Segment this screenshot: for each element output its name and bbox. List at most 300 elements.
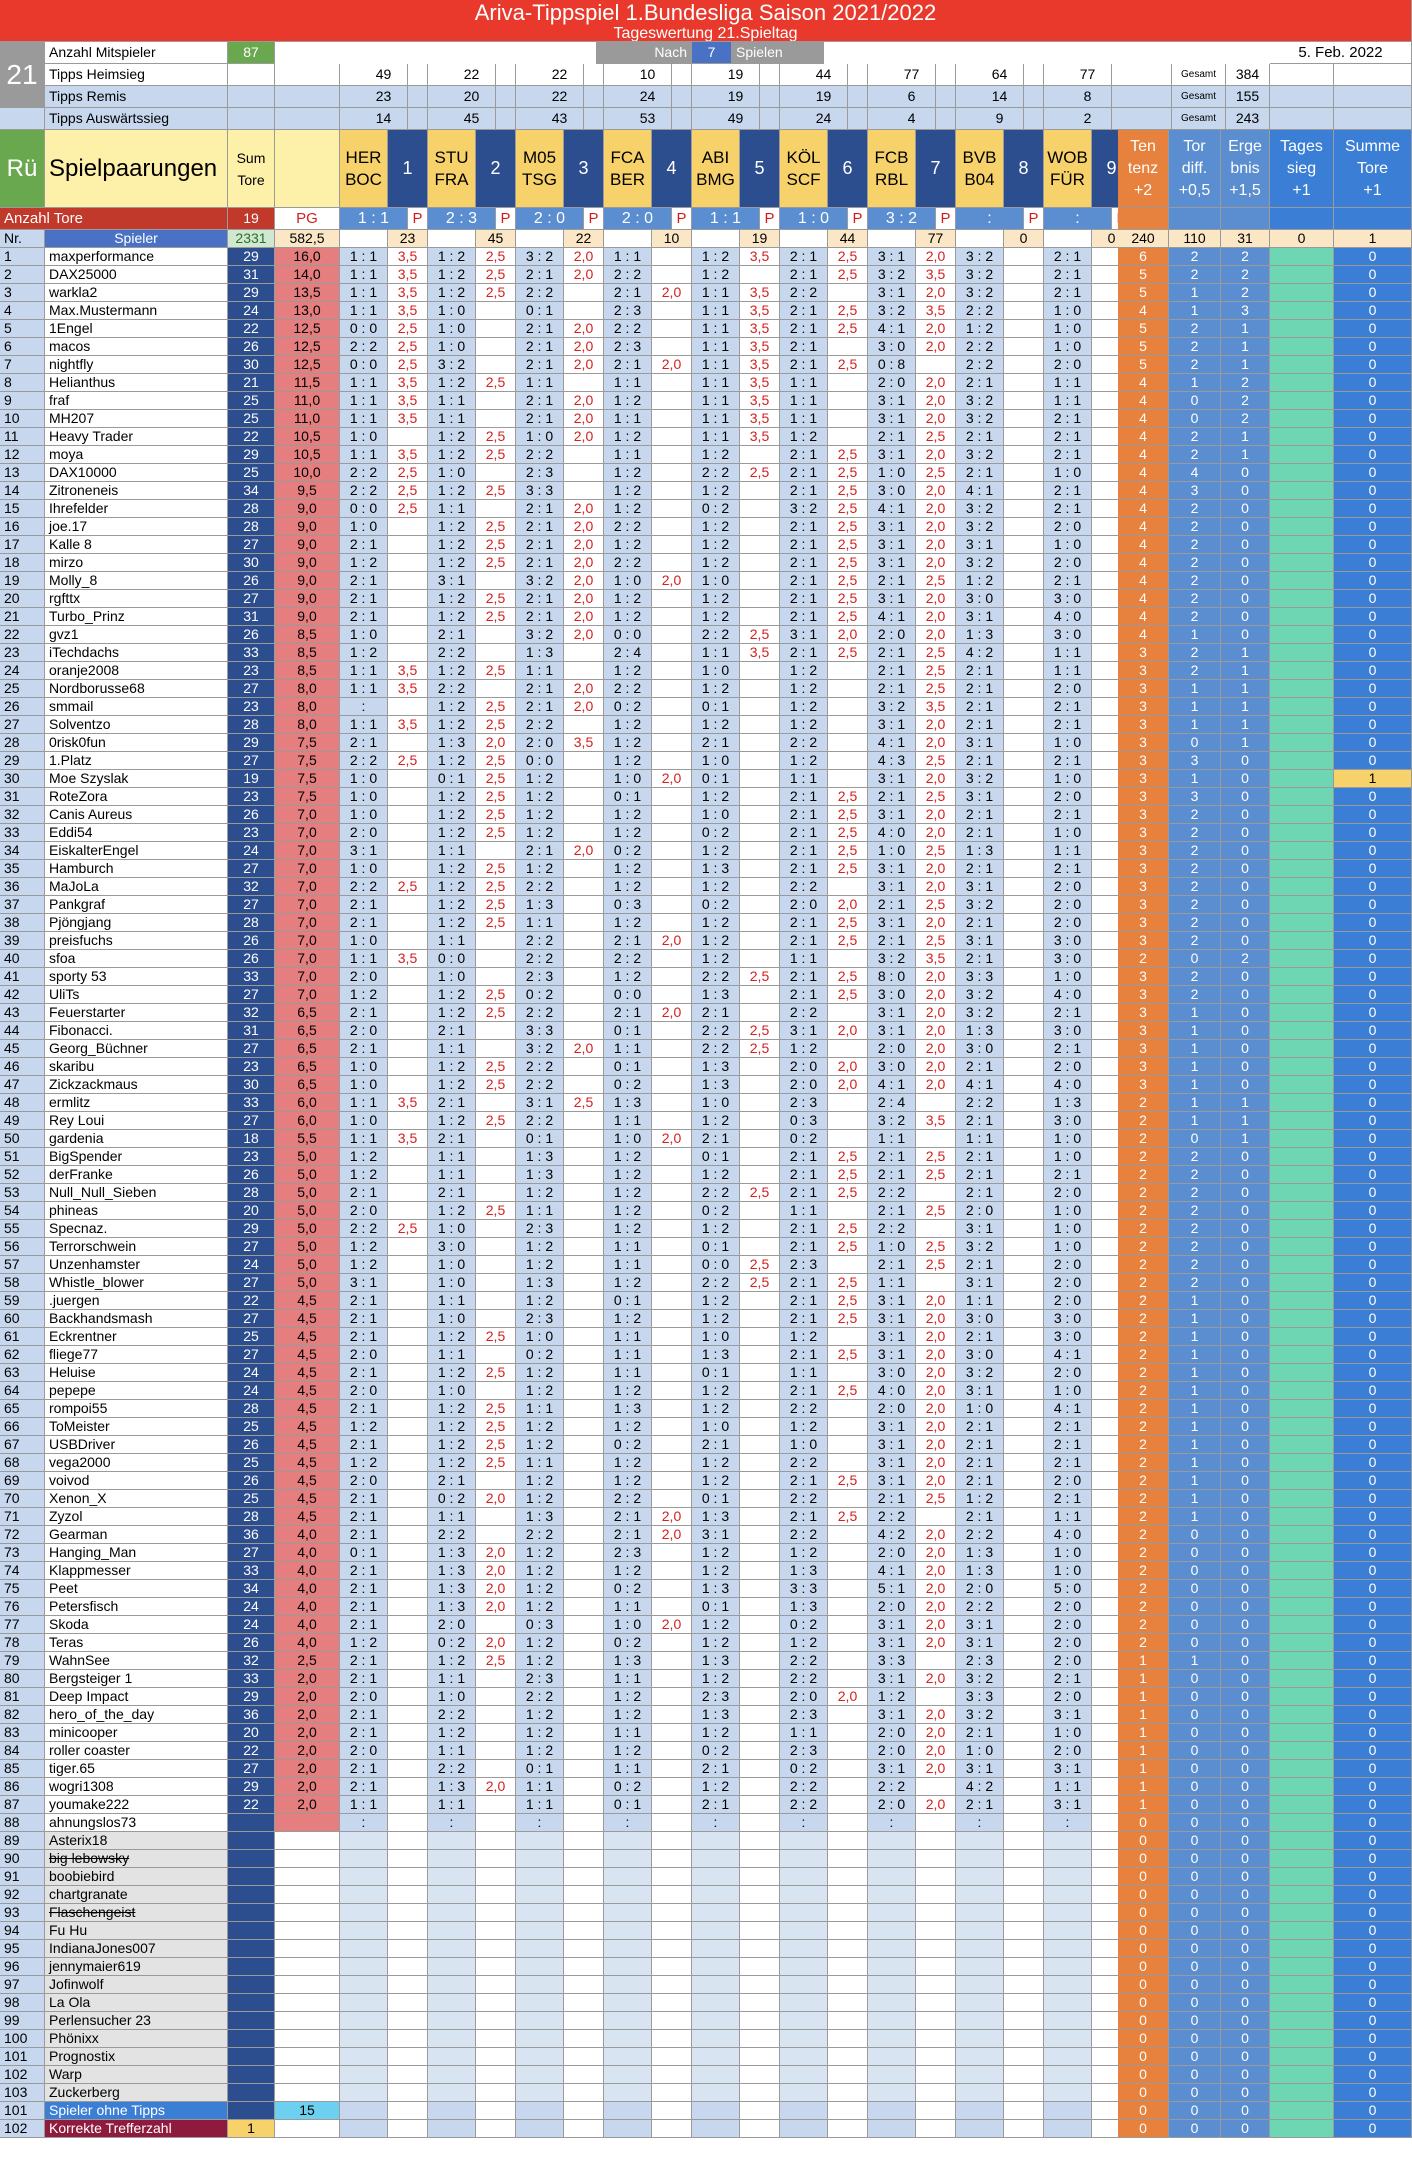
player-match-points: 2,0 — [564, 680, 604, 698]
player-name: Pjöngjang — [45, 914, 228, 932]
player-match-points — [476, 1850, 516, 1868]
player-tip: 1 : 3 — [516, 644, 564, 662]
match-number: 9 — [1092, 130, 1132, 208]
player-rank: 92 — [0, 1886, 45, 1904]
player-match-points — [476, 968, 516, 986]
player-match-points — [1004, 860, 1044, 878]
player-match-points — [388, 1706, 428, 1724]
player-match-points — [652, 1364, 692, 1382]
player-bonus: 2 — [1169, 572, 1221, 590]
player-bonus: 2 — [1169, 554, 1221, 572]
player-bonus: 0 — [1169, 1904, 1221, 1922]
player-bonus: 1 — [1169, 1328, 1221, 1346]
match-header-line: B04 — [964, 169, 995, 189]
player-name: vega2000 — [45, 1454, 228, 1472]
player-tip: 1 : 1 — [780, 770, 828, 788]
player-rank: 81 — [0, 1688, 45, 1706]
player-match-points: 2,5 — [828, 806, 868, 824]
match-result: 2 : 0 — [604, 208, 672, 230]
player-bonus — [1270, 248, 1334, 266]
player-bonus: 2 — [1221, 266, 1270, 284]
player-tip: 2 : 1 — [956, 1436, 1004, 1454]
player-sum: 32 — [228, 1004, 275, 1022]
player-rank: 95 — [0, 1940, 45, 1958]
info-blank — [1024, 108, 1044, 130]
player-tip: 2 : 2 — [604, 518, 652, 536]
player-tip: 1 : 0 — [428, 968, 476, 986]
player-match-points — [740, 1328, 780, 1346]
player-tip: 2 : 0 — [1044, 680, 1092, 698]
player-tip — [1044, 1976, 1092, 1994]
bonus-header-line: +1 — [1292, 181, 1311, 199]
player-name: Canis Aureus — [45, 806, 228, 824]
player-match-points — [828, 2030, 868, 2048]
player-rank: 35 — [0, 860, 45, 878]
player-bonus: 0 — [1169, 2048, 1221, 2066]
player-rank: 30 — [0, 770, 45, 788]
player-name: Teras — [45, 1634, 228, 1652]
player-bonus: 3 — [1118, 770, 1169, 788]
player-match-points — [564, 1256, 604, 1274]
player-tip: 3 : 1 — [868, 392, 916, 410]
info-blank — [1024, 86, 1044, 108]
player-bonus — [1270, 698, 1334, 716]
player-bonus: 0 — [1169, 1994, 1221, 2012]
player-name: Gearman — [45, 1526, 228, 1544]
player-tip: 3 : 1 — [868, 1670, 916, 1688]
player-match-points — [476, 1868, 516, 1886]
player-tip — [692, 1868, 740, 1886]
player-match-points — [564, 1994, 604, 2012]
player-sum: 24 — [228, 1616, 275, 1634]
player-tip: 2 : 1 — [868, 1166, 916, 1184]
player-rank: 62 — [0, 1346, 45, 1364]
player-points: 7,0 — [275, 896, 340, 914]
player-tip: 1 : 2 — [604, 1202, 652, 1220]
player-tip: 2 : 0 — [340, 1022, 388, 1040]
player-match-points — [828, 2012, 868, 2030]
bonus-header-line: Ten — [1130, 137, 1156, 155]
player-match-points — [652, 2048, 692, 2066]
player-match-points — [1004, 500, 1044, 518]
player-bonus — [1270, 356, 1334, 374]
player-bonus: 2 — [1118, 1220, 1169, 1238]
player-tip: 1 : 0 — [692, 662, 740, 680]
player-tip: 1 : 2 — [428, 248, 476, 266]
player-tip: 2 : 3 — [604, 302, 652, 320]
player-sum: 29 — [228, 446, 275, 464]
player-bonus: 0 — [1221, 1544, 1270, 1562]
player-sum — [228, 2066, 275, 2084]
player-tip: 2 : 1 — [340, 1040, 388, 1058]
player-name: Rey Loui — [45, 1112, 228, 1130]
player-bonus: 0 — [1221, 1652, 1270, 1670]
player-match-points — [652, 1598, 692, 1616]
player-bonus: 3 — [1118, 860, 1169, 878]
player-bonus: 0 — [1221, 2048, 1270, 2066]
player-tip: 3 : 1 — [868, 248, 916, 266]
player-tip: 1 : 2 — [516, 1580, 564, 1598]
player-tip: 2 : 1 — [780, 248, 828, 266]
player-match-points: 2,0 — [916, 734, 956, 752]
player-match-points: 2,0 — [916, 1058, 956, 1076]
match-header — [516, 130, 564, 208]
player-points: 2,0 — [275, 1796, 340, 1814]
player-match-points — [652, 860, 692, 878]
player-tip: 1 : 1 — [340, 716, 388, 734]
player-tip — [692, 2066, 740, 2084]
player-match-points — [564, 2084, 604, 2102]
player-tip: 2 : 0 — [780, 1058, 828, 1076]
player-bonus — [1270, 986, 1334, 1004]
player-tip: 0 : 1 — [692, 1238, 740, 1256]
player-tip: 1 : 3 — [956, 1022, 1004, 1040]
player-bonus: 2 — [1169, 860, 1221, 878]
match-number: 8 — [1004, 130, 1044, 208]
player-match-points — [740, 1562, 780, 1580]
player-sum: 27 — [228, 1544, 275, 1562]
player-match-points — [916, 2012, 956, 2030]
player-sum: 24 — [228, 1256, 275, 1274]
player-tip: 1 : 1 — [516, 914, 564, 932]
player-tip: 2 : 1 — [340, 1004, 388, 1022]
match-header-line: FÜR — [1050, 169, 1085, 189]
player-rank: 76 — [0, 1598, 45, 1616]
player-match-points — [564, 2012, 604, 2030]
player-bonus: 2 — [1169, 1202, 1221, 1220]
player-bonus: 2 — [1118, 1526, 1169, 1544]
player-bonus: 0 — [1334, 1382, 1412, 1400]
player-match-points — [564, 716, 604, 734]
player-tip: 2 : 1 — [604, 284, 652, 302]
player-sum: 31 — [228, 1022, 275, 1040]
player-name: smmail — [45, 698, 228, 716]
footer-blank — [740, 2102, 780, 2120]
match-result: 1 : 0 — [780, 208, 848, 230]
player-rank: 67 — [0, 1436, 45, 1454]
player-tip: 2 : 1 — [956, 1166, 1004, 1184]
player-tip: 2 : 2 — [780, 1490, 828, 1508]
player-bonus: 1 — [1169, 770, 1221, 788]
player-match-points — [1004, 932, 1044, 950]
player-tip: 3 : 1 — [516, 1094, 564, 1112]
player-match-points — [564, 752, 604, 770]
player-bonus: 0 — [1334, 1418, 1412, 1436]
player-match-points — [388, 932, 428, 950]
player-tip: 3 : 1 — [868, 1616, 916, 1634]
player-match-points — [828, 428, 868, 446]
player-tip: 1 : 2 — [692, 1472, 740, 1490]
player-match-points: 2,5 — [828, 590, 868, 608]
player-tip: 2 : 2 — [780, 1004, 828, 1022]
player-rank: 80 — [0, 1670, 45, 1688]
player-bonus: 2 — [1169, 518, 1221, 536]
player-tip: 1 : 1 — [340, 950, 388, 968]
info-count: 19 — [712, 86, 760, 108]
player-tip: 0 : 1 — [692, 1364, 740, 1382]
player-tip: 3 : 3 — [780, 1580, 828, 1598]
player-match-points — [476, 302, 516, 320]
nr-header: Nr. — [0, 230, 45, 248]
player-tip: 1 : 2 — [780, 716, 828, 734]
player-match-points: 2,0 — [916, 1022, 956, 1040]
player-match-points: 3,5 — [916, 302, 956, 320]
player-match-points — [1004, 1310, 1044, 1328]
match-header-line: M05 — [522, 147, 557, 167]
player-match-points — [740, 1310, 780, 1328]
player-match-points — [740, 734, 780, 752]
player-bonus: 0 — [1221, 1796, 1270, 1814]
player-match-points — [388, 518, 428, 536]
player-match-points — [564, 824, 604, 842]
player-rank: 40 — [0, 950, 45, 968]
player-bonus: 1 — [1118, 1724, 1169, 1742]
player-tip: 3 : 2 — [956, 446, 1004, 464]
player-tip: 1 : 1 — [692, 320, 740, 338]
player-match-points — [740, 1724, 780, 1742]
player-sum: 27 — [228, 1112, 275, 1130]
player-points: 8,0 — [275, 698, 340, 716]
player-bonus: 0 — [1221, 1454, 1270, 1472]
player-tip: 2 : 1 — [516, 608, 564, 626]
player-tip: 1 : 0 — [428, 1310, 476, 1328]
player-tip: 1 : 2 — [692, 932, 740, 950]
player-tip: 0 : 2 — [780, 1760, 828, 1778]
player-match-points — [828, 698, 868, 716]
player-tip — [1044, 1850, 1092, 1868]
match-number: 7 — [916, 130, 956, 208]
player-bonus: 1 — [1169, 284, 1221, 302]
player-match-points — [564, 1382, 604, 1400]
player-bonus: 0 — [1334, 1652, 1412, 1670]
player-tip: 2 : 1 — [516, 266, 564, 284]
player-bonus: 3 — [1118, 824, 1169, 842]
player-bonus: 0 — [1334, 1076, 1412, 1094]
player-points: 6,0 — [275, 1094, 340, 1112]
player-match-points — [476, 2084, 516, 2102]
player-tip: 1 : 1 — [780, 1364, 828, 1382]
player-match-points — [476, 644, 516, 662]
player-bonus — [1270, 536, 1334, 554]
player-bonus: 0 — [1221, 770, 1270, 788]
player-name: Hanging_Man — [45, 1544, 228, 1562]
player-bonus — [1270, 950, 1334, 968]
player-tip: 1 : 0 — [340, 626, 388, 644]
player-tip: 1 : 2 — [780, 1544, 828, 1562]
player-tip: 0 : 1 — [604, 1796, 652, 1814]
match-header — [1044, 130, 1092, 208]
player-bonus: 0 — [1334, 1580, 1412, 1598]
player-tip: 2 : 2 — [340, 878, 388, 896]
player-points — [275, 1994, 340, 2012]
player-tip: 2 : 2 — [516, 1526, 564, 1544]
player-match-points — [828, 1634, 868, 1652]
player-match-points — [388, 644, 428, 662]
player-bonus: 1 — [1169, 1022, 1221, 1040]
match-result: 2 : 0 — [516, 208, 584, 230]
player-match-points: 2,5 — [828, 986, 868, 1004]
player-match-points — [740, 878, 780, 896]
match-header — [780, 130, 828, 208]
player-tip: 2 : 1 — [868, 644, 916, 662]
player-match-points: 3,5 — [388, 716, 428, 734]
player-match-points: 3,5 — [740, 644, 780, 662]
player-sum: 25 — [228, 1418, 275, 1436]
player-tip: 2 : 1 — [780, 860, 828, 878]
player-tip: 2 : 0 — [868, 1400, 916, 1418]
player-bonus: 1 — [1169, 680, 1221, 698]
player-match-points — [476, 2012, 516, 2030]
player-tip: 2 : 4 — [868, 1094, 916, 1112]
player-tip: 2 : 2 — [604, 1490, 652, 1508]
player-match-points — [652, 716, 692, 734]
player-match-points — [564, 1742, 604, 1760]
player-tip — [516, 2012, 564, 2030]
player-match-points — [564, 1472, 604, 1490]
footer-bonus: 0 — [1118, 2102, 1169, 2120]
info-blank — [848, 108, 868, 130]
player-match-points — [564, 1508, 604, 1526]
player-match-points — [476, 356, 516, 374]
player-bonus: 2 — [1169, 932, 1221, 950]
player-match-points: 2,5 — [916, 1490, 956, 1508]
player-tip: 2 : 2 — [340, 752, 388, 770]
player-bonus: 4 — [1118, 572, 1169, 590]
player-match-points — [828, 374, 868, 392]
player-match-points — [1004, 1832, 1044, 1850]
points-total — [1044, 230, 1092, 248]
player-tip: 2 : 1 — [956, 1418, 1004, 1436]
player-tip: 4 : 0 — [1044, 1526, 1092, 1544]
player-tip: 2 : 1 — [340, 1760, 388, 1778]
info-blank — [672, 64, 692, 86]
player-match-points: 2,5 — [388, 464, 428, 482]
player-match-points — [740, 986, 780, 1004]
info-blank — [1118, 86, 1172, 108]
player-bonus: 0 — [1221, 1346, 1270, 1364]
player-points: 4,5 — [275, 1310, 340, 1328]
player-match-points: 2,0 — [564, 518, 604, 536]
player-tip: 2 : 1 — [780, 914, 828, 932]
player-match-points — [828, 1922, 868, 1940]
player-match-points — [476, 1742, 516, 1760]
player-tip: 2 : 2 — [956, 1598, 1004, 1616]
player-match-points: 3,5 — [388, 680, 428, 698]
player-tip — [868, 1868, 916, 1886]
player-tip: 1 : 2 — [516, 1544, 564, 1562]
player-bonus: 0 — [1221, 1040, 1270, 1058]
player-bonus: 1 — [1169, 1094, 1221, 1112]
player-bonus: 0 — [1169, 1760, 1221, 1778]
player-bonus — [1270, 1832, 1334, 1850]
player-tip: 1 : 2 — [516, 1652, 564, 1670]
player-match-points — [1004, 716, 1044, 734]
player-match-points — [740, 1976, 780, 1994]
player-rank: 98 — [0, 1994, 45, 2012]
player-points: 5,0 — [275, 1184, 340, 1202]
player-match-points — [476, 2030, 516, 2048]
player-tip — [780, 2048, 828, 2066]
player-tip: 2 : 1 — [692, 1436, 740, 1454]
player-match-points — [476, 1022, 516, 1040]
player-bonus: 0 — [1334, 338, 1412, 356]
player-points — [275, 1814, 340, 1832]
player-tip: 1 : 2 — [692, 1400, 740, 1418]
player-match-points — [828, 410, 868, 428]
player-match-points — [828, 1328, 868, 1346]
player-sum: 20 — [228, 1724, 275, 1742]
player-bonus: 0 — [1221, 2084, 1270, 2102]
player-tip — [1044, 1904, 1092, 1922]
player-match-points — [564, 1328, 604, 1346]
player-tip: 0 : 0 — [692, 1256, 740, 1274]
player-tip: 2 : 1 — [1044, 284, 1092, 302]
footer-bonus: 0 — [1169, 2120, 1221, 2138]
player-bonus: 0 — [1169, 1526, 1221, 1544]
player-name: Eckrentner — [45, 1328, 228, 1346]
player-rank: 23 — [0, 644, 45, 662]
player-tip: : — [868, 1814, 916, 1832]
footer-blank — [275, 2120, 340, 2138]
player-match-points: 2,5 — [564, 1094, 604, 1112]
player-tip — [340, 1886, 388, 1904]
player-tip — [1044, 2030, 1092, 2048]
player-bonus: 1 — [1169, 1472, 1221, 1490]
player-match-points — [652, 2030, 692, 2048]
player-tip: 1 : 0 — [692, 806, 740, 824]
player-points: 5,0 — [275, 1238, 340, 1256]
player-bonus: 0 — [1169, 1544, 1221, 1562]
player-tip: 2 : 2 — [956, 302, 1004, 320]
player-tip: 3 : 2 — [956, 500, 1004, 518]
player-match-points: 2,0 — [564, 572, 604, 590]
player-tip: 3 : 2 — [956, 770, 1004, 788]
player-match-points: 2,5 — [476, 896, 516, 914]
info-blank — [1024, 64, 1044, 86]
player-bonus: 0 — [1221, 1598, 1270, 1616]
player-sum: 20 — [228, 1202, 275, 1220]
player-match-points: 2,5 — [476, 248, 516, 266]
player-tip: 1 : 0 — [868, 1238, 916, 1256]
player-tip: 1 : 1 — [428, 1040, 476, 1058]
player-match-points: 2,0 — [652, 572, 692, 590]
player-tip: 2 : 3 — [692, 1688, 740, 1706]
info-blank — [936, 64, 956, 86]
player-match-points — [740, 1148, 780, 1166]
player-tip: 1 : 1 — [516, 662, 564, 680]
player-tip: 2 : 1 — [956, 824, 1004, 842]
player-match-points — [476, 950, 516, 968]
player-match-points: 2,5 — [828, 464, 868, 482]
player-match-points — [740, 914, 780, 932]
player-sum — [228, 2012, 275, 2030]
player-tip: 1 : 2 — [604, 860, 652, 878]
player-bonus: 5 — [1118, 266, 1169, 284]
player-tip — [868, 2012, 916, 2030]
player-match-points: 2,5 — [476, 770, 516, 788]
player-name: Max.Mustermann — [45, 302, 228, 320]
player-tip: 2 : 2 — [956, 356, 1004, 374]
player-tip — [604, 2048, 652, 2066]
player-match-points — [740, 1346, 780, 1364]
player-sum: 23 — [228, 824, 275, 842]
info-blank — [275, 86, 340, 108]
player-tip: 3 : 1 — [868, 590, 916, 608]
player-match-points — [828, 752, 868, 770]
player-bonus: 0 — [1221, 572, 1270, 590]
player-bonus: 1 — [1221, 716, 1270, 734]
player-match-points — [388, 824, 428, 842]
